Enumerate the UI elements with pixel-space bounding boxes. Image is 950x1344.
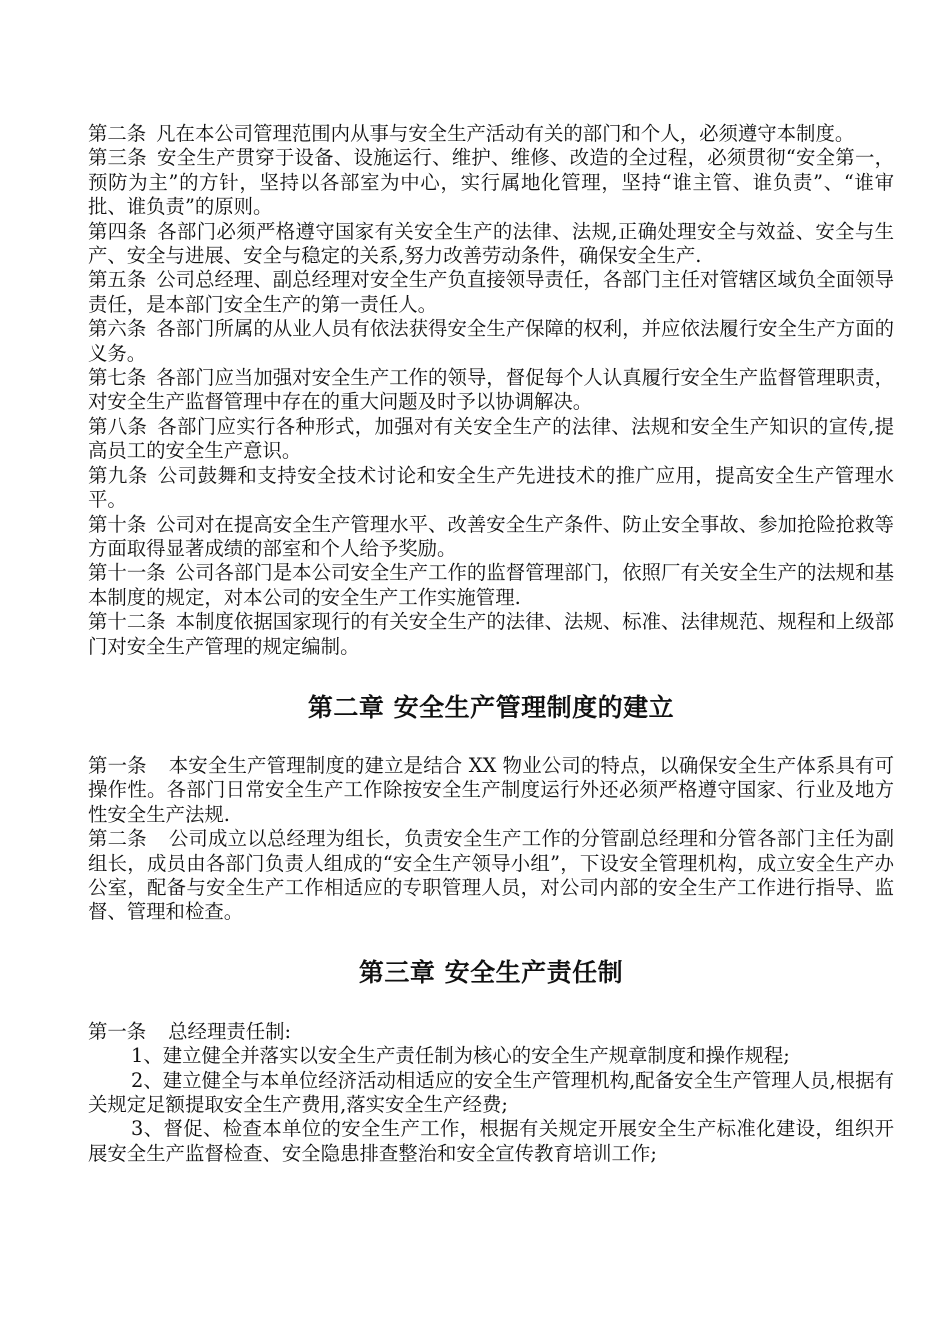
- article-label: 第十二条: [88, 610, 166, 634]
- article-7: [88, 366, 894, 415]
- article-3: [88, 146, 894, 219]
- article-2: [88, 122, 894, 146]
- article-text: 凡在本公司管理范围内从事与安全生产活动有关的部门和个人，必须遵守本制度。: [156, 122, 855, 145]
- chapter3-articles: [88, 1020, 894, 1166]
- article-4: [88, 220, 894, 269]
- article-label: 第二条: [88, 122, 147, 145]
- article-text: 各部门所属的从业人员有依法获得安全生产保障的权利，并应依法履行安全生产方面的义务。: [88, 317, 895, 365]
- article-12: [88, 610, 894, 659]
- chapter1-articles: [88, 122, 894, 659]
- article-label: 第一条: [88, 1019, 147, 1043]
- article-text: 各部门应当加强对安全生产工作的领导，督促每个人认真履行安全生产监督管理职责，对安全生产监督管理中存在的重大问题及时予以协调解决。: [88, 366, 895, 414]
- article-text: 公司对在提高安全生产管理水平、改善安全生产条件、防止安全事故、参加抢险抢救等方面取得显著成绩的部室和个人给予奖励。: [88, 512, 895, 560]
- article-label: 第十一条: [88, 561, 166, 585]
- article-text: 各部门必须严格遵守国家有关安全生产的法律、法规,正确处理安全与效益、安全与生产、安全与进展、安全与稳定的关系,努力改善劳动条件，确保安全生产.: [88, 219, 895, 268]
- chapter-2-title: 第二章 安全生产管理制度的建立: [307, 692, 675, 722]
- article-text: 各部门应实行各种形式，加强对有关安全生产的法律、法规和安全生产知识的宣传,提高员工的安全生产意识。: [88, 414, 895, 463]
- chapter-3-title: 第三章 安全生产责任制: [358, 957, 624, 987]
- article-10: [88, 513, 894, 562]
- article-label: 第二条: [88, 827, 147, 851]
- article-9: [88, 464, 894, 513]
- chapter2-article-1: [88, 754, 894, 827]
- list-item: 2、建立健全与本单位经济活动相适应的安全生产管理机构,配备安全生产管理人员,根据有关规定足额提取安全生产费用,落实安全生产经费;: [88, 1068, 894, 1116]
- list-item: 1、建立健全并落实以安全生产责任制为核心的安全生产规章制度和操作规程;: [131, 1044, 790, 1068]
- article-label: 第十条: [88, 512, 147, 536]
- article-5: [88, 268, 894, 317]
- article-label: 第四条: [88, 219, 148, 243]
- article-label: 第三条: [88, 146, 147, 170]
- article-text: 公司总经理、副总经理对安全生产负直接领导责任，各部门主任对管辖区域负全面领导责任，是本部门安全生产的第一责任人。: [88, 268, 895, 316]
- article-text: 公司各部门是本公司安全生产工作的监督管理部门，依照厂有关安全生产的法规和基本制度的规定，对本公司的安全生产工作实施管理.: [88, 561, 895, 609]
- article-8: [88, 415, 894, 464]
- article-text: 本制度依据国家现行的有关安全生产的法律、法规、标准、法律规范、规程和上级部门对安全生产管理的规定编制。: [88, 610, 895, 658]
- article-label: 第一条: [88, 753, 147, 777]
- article-text: 公司鼓舞和支持安全技术讨论和安全生产先进技术的推广应用，提高安全生产管理水平。: [88, 463, 895, 512]
- article-text: 公司成立以总经理为组长，负责安全生产工作的分管副总经理和分管各部门主任为副组长，成员由各部门负责人组成的“安全生产领导小组”，下设安全管理机构，成立安全生产办公室，配备与安全生产工作相适应的专职管理人员，对公司内部的安全生产工作进行指导、监督、管理和检查。: [88, 827, 895, 924]
- article-label: 第九条: [88, 463, 148, 487]
- chapter3-article-1: [88, 1020, 894, 1044]
- chapter2-articles: [88, 754, 894, 925]
- article-text: 本安全生产管理制度的建立是结合 XX 物业公司的特点，以确保安全生产体系具有可操作性。各部门日常安全生产工作除按安全生产制度运行外还必须严格遵守国家、行业及地方性安全生产法规.: [88, 753, 895, 826]
- chapter2-article-2: [88, 827, 894, 925]
- article-label: 第五条: [88, 268, 147, 292]
- list-item: 3、督促、检查本单位的安全生产工作，根据有关规定开展安全生产标准化建设，组织开展安全生产监督检查、安全隐患排查整治和安全宣传教育培训工作;: [88, 1117, 894, 1165]
- article-label: 第六条: [88, 317, 147, 341]
- article-6: [88, 317, 894, 366]
- document-page: [88, 122, 894, 1166]
- article-label: 第八条: [88, 414, 148, 438]
- article-11: [88, 561, 894, 610]
- article-label: 第七条: [88, 366, 147, 390]
- article-text: 总经理责任制:: [168, 1019, 292, 1043]
- article-text: 安全生产贯穿于设备、设施运行、维护、维修、改造的全过程，必须贯彻“安全第一，预防为主”的方针，坚持以各部室为中心，实行属地化管理，坚持“谁主管、谁负责”、“谁审批、谁负责”的原则。: [88, 146, 895, 219]
